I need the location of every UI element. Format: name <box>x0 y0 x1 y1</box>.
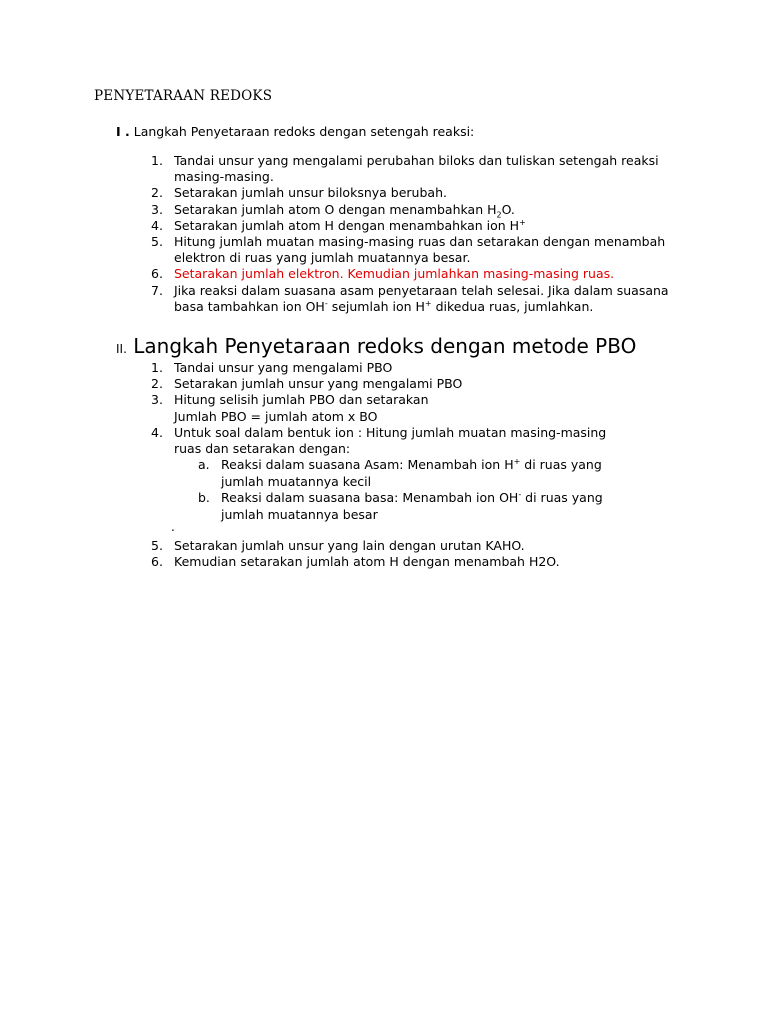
sub-list-item-text <box>221 457 631 490</box>
sub-list-item-text-part: di ruas yang jumlah muatannya kecil <box>221 457 602 489</box>
list-item <box>0 283 768 315</box>
list-item <box>0 360 768 376</box>
sub-list-item-text-part: Reaksi dalam suasana Asam: Menambah ion H <box>221 457 514 472</box>
list-item-text <box>174 202 674 218</box>
section-2-list-continued <box>0 538 768 570</box>
list-item-number: 3. <box>151 201 163 217</box>
superscript: - <box>518 489 522 499</box>
list-item-number: 4. <box>151 424 163 440</box>
list-item-number: 6. <box>151 554 163 570</box>
list-item-text: Hitung jumlah muatan masing-masing ruas dan setarakan dengan menambah elektron di ruas yang jumlah muatannya besar. <box>174 234 666 266</box>
sub-list-item-text-part: di ruas yang jumlah muatannya besar <box>221 490 603 522</box>
list-item <box>0 392 768 424</box>
list-item-number: 5. <box>151 538 163 553</box>
section-2-number: II. <box>116 342 127 356</box>
list-item-number: 5. <box>151 234 163 250</box>
list-item-text-part: Jika reaksi dalam suasana asam penyetaraan telah selesai. Jika dalam suasana basa tambahkan ion OH <box>174 282 669 314</box>
document-title: PENYETARAAN REDOKS <box>94 88 273 104</box>
list-item-text <box>174 283 674 315</box>
sub-list-item-letter: a. <box>198 457 210 472</box>
list-item-text-part: O. <box>501 201 515 217</box>
list-item-text-line-2: Jumlah PBO = jumlah atom x BO <box>174 408 378 424</box>
list-item-number: 4. <box>151 217 163 233</box>
list-item <box>0 153 768 185</box>
list-item-text: Setarakan jumlah unsur yang mengalami PBO <box>174 376 463 392</box>
list-item-text: Tandai unsur yang mengalami perubahan biloks dan tuliskan setengah reaksi masing-masing. <box>174 153 659 185</box>
section-2-heading-text: Langkah Penyetaraan redoks dengan metode PBO <box>126 334 637 358</box>
list-item-number: 6. <box>151 266 163 282</box>
sub-list-item <box>0 457 768 490</box>
stray-dot: . <box>171 520 175 534</box>
list-item-text: Setarakan jumlah elektron. Kemudian jumlahkan masing-masing ruas. <box>174 266 615 282</box>
section-1-heading <box>116 124 474 139</box>
list-item-number: 7. <box>151 282 163 298</box>
list-item-number: 1. <box>151 360 163 375</box>
superscript: + <box>424 298 432 308</box>
list-item <box>0 538 768 554</box>
list-item-text: Tandai unsur yang mengalami PBO <box>174 360 393 375</box>
list-item-text-part: dikedua ruas, jumlahkan. <box>431 298 594 314</box>
list-item <box>0 234 768 266</box>
list-item-text: Setarakan jumlah unsur yang lain dengan urutan KAHO. <box>174 538 525 553</box>
list-item <box>0 376 768 392</box>
list-item-text: Untuk soal dalam bentuk ion : Hitung jumlah muatan masing-masing ruas dan setarakan dengan: <box>174 424 607 457</box>
section-1-number: I . <box>116 124 130 139</box>
sub-list-item-text-part: Reaksi dalam suasana basa: Menambah ion OH <box>221 490 519 505</box>
list-item <box>0 202 768 218</box>
sub-list-item <box>0 490 768 523</box>
list-item-number: 2. <box>151 376 163 392</box>
sub-list-item-text <box>221 490 631 523</box>
list-item-text-part: Setarakan jumlah atom O dengan menambahkan H <box>174 201 497 217</box>
list-item-number: 2. <box>151 185 163 201</box>
superscript: + <box>519 217 526 227</box>
superscript: - <box>324 298 328 308</box>
list-item <box>0 185 768 201</box>
list-item-number: 1. <box>151 153 163 168</box>
list-item-text <box>174 218 674 234</box>
section-2-heading <box>116 334 636 358</box>
list-item <box>0 554 768 570</box>
list-item-text-part: sejumlah ion H <box>327 298 425 314</box>
section-2-sublist <box>0 457 768 523</box>
superscript: + <box>513 456 521 466</box>
list-item-text: Hitung selisih jumlah PBO dan setarakan <box>174 392 429 408</box>
list-item-text-part: Setarakan jumlah atom H dengan menambahkan ion H <box>174 217 520 233</box>
list-item-highlighted <box>0 266 768 282</box>
section-2-list <box>0 360 768 457</box>
list-item-text: Setarakan jumlah unsur biloksnya berubah. <box>174 185 447 201</box>
list-item <box>0 218 768 234</box>
list-item <box>0 425 768 457</box>
subscript: 2 <box>496 210 502 220</box>
sub-list-item-letter: b. <box>198 490 210 505</box>
list-item-text: Kemudian setarakan jumlah atom H dengan menambah H2O. <box>174 554 560 570</box>
list-item-number: 3. <box>151 392 163 408</box>
section-1-list <box>0 153 768 315</box>
section-1-heading-text: Langkah Penyetaraan redoks dengan setengah reaksi: <box>133 124 475 139</box>
